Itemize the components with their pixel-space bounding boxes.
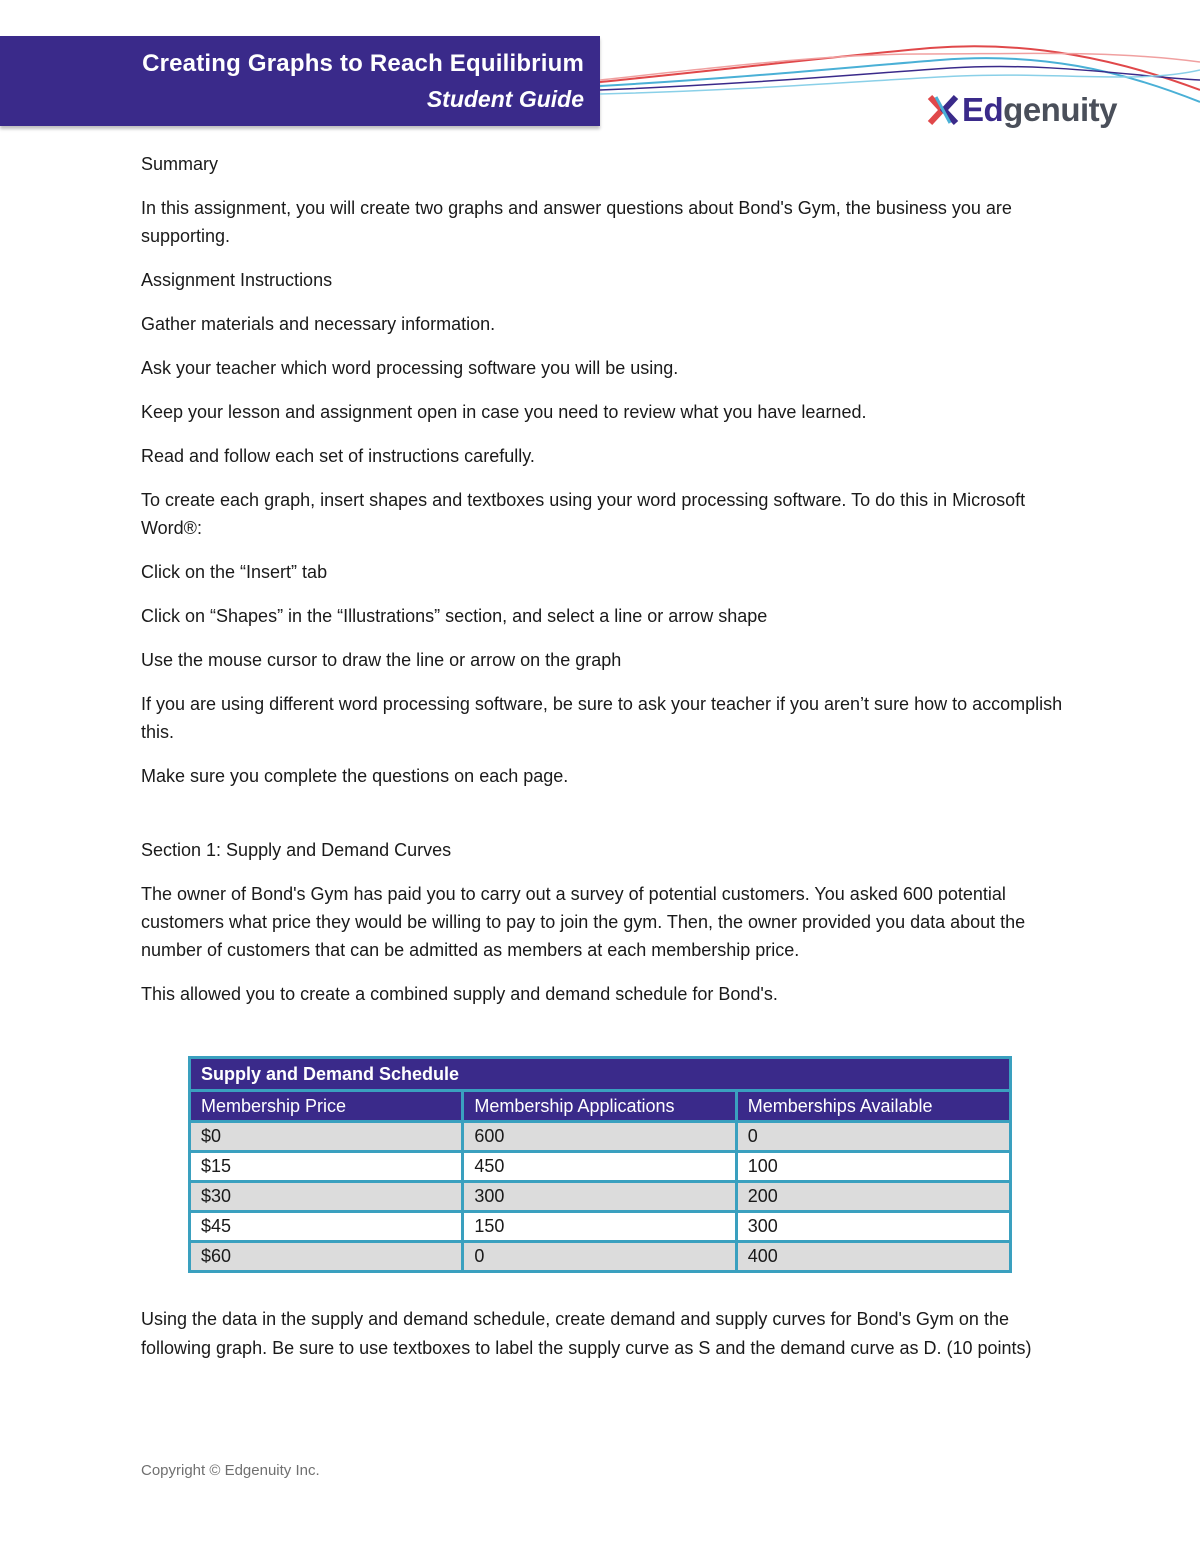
table-row xyxy=(190,1242,1011,1272)
instruction-item: Gather materials and necessary information. xyxy=(141,314,496,334)
table-cell: 100 xyxy=(736,1152,1010,1182)
logo-prefix: Ed xyxy=(962,91,1004,128)
table-cell: 400 xyxy=(736,1242,1010,1272)
instruction-item: To create each graph, insert shapes and textboxes using your word processing software. To do this in Microsoft Word®: xyxy=(141,490,1026,538)
table-cell: $60 xyxy=(190,1242,463,1272)
section-paragraph: This allowed you to create a combined supply and demand schedule for Bond's. xyxy=(141,984,778,1004)
table-title-row xyxy=(190,1058,1011,1091)
instructions-heading: Assignment Instructions xyxy=(141,270,333,290)
table-cell: 0 xyxy=(736,1122,1010,1152)
instruction-item: Keep your lesson and assignment open in case you need to review what you have learned. xyxy=(141,402,867,422)
instruction-item: Use the mouse cursor to draw the line or arrow on the graph xyxy=(141,650,622,670)
table-cell: 300 xyxy=(463,1182,736,1212)
instruction-item: Click on “Shapes” in the “Illustrations” section, and select a line or arrow shape xyxy=(141,606,768,626)
edgenuity-logo xyxy=(926,90,1117,130)
table-header-row xyxy=(190,1091,1011,1122)
table-cell: 300 xyxy=(736,1212,1010,1242)
copyright-footer: Copyright © Edgenuity Inc. xyxy=(141,1462,320,1479)
table-row xyxy=(190,1122,1011,1152)
instruction-item: Make sure you complete the questions on each page. xyxy=(141,766,569,786)
summary-heading: Summary xyxy=(141,154,219,174)
document-title: Creating Graphs to Reach Equilibrium xyxy=(142,50,584,77)
supply-demand-table xyxy=(188,1056,1012,1273)
table-title: Supply and Demand Schedule xyxy=(190,1058,1011,1091)
table-cell: 600 xyxy=(463,1122,736,1152)
table-row xyxy=(190,1212,1011,1242)
logo-wordmark xyxy=(962,91,1117,129)
table-cell: $45 xyxy=(190,1212,463,1242)
table-cell: 0 xyxy=(463,1242,736,1272)
instruction-item: Read and follow each set of instructions carefully. xyxy=(141,446,535,466)
table-cell: 450 xyxy=(463,1152,736,1182)
instruction-item: Click on the “Insert” tab xyxy=(141,562,328,582)
table-row xyxy=(190,1182,1011,1212)
document-subtitle: Student Guide xyxy=(426,86,584,112)
spacer xyxy=(141,806,1071,836)
x-logo-icon xyxy=(926,93,960,127)
table-cell: $0 xyxy=(190,1122,463,1152)
document-body xyxy=(141,150,1071,1024)
instruction-item: Ask your teacher which word processing software you will be using. xyxy=(141,358,679,378)
table-row xyxy=(190,1152,1011,1182)
column-header: Memberships Available xyxy=(736,1091,1010,1122)
instruction-item: If you are using different word processing software, be sure to ask your teacher if you aren’t sure how to accomplish this. xyxy=(141,694,1063,742)
closing-instructions: Using the data in the supply and demand schedule, create demand and supply curves for Bond's Gym on the following graph. Be sure to use textboxes to label the supply curve as S and the demand curve as D. (10 points) xyxy=(141,1309,1032,1358)
section-paragraph: The owner of Bond's Gym has paid you to carry out a survey of potential customers. You asked 600 potential customers what price they would be willing to pay to join the gym. Then, the owner provided you data about the number of customers that can be admitted as members at each membership price. xyxy=(141,884,1026,960)
header-band xyxy=(0,36,600,126)
logo-suffix: genuity xyxy=(1003,91,1118,128)
table-cell: 150 xyxy=(463,1212,736,1242)
table-cell: 200 xyxy=(736,1182,1010,1212)
section-heading: Section 1: Supply and Demand Curves xyxy=(141,840,452,860)
summary-text: In this assignment, you will create two graphs and answer questions about Bond's Gym, the business you are supporting. xyxy=(141,198,1012,246)
table-cell: $30 xyxy=(190,1182,463,1212)
column-header: Membership Price xyxy=(190,1091,463,1122)
table-cell: $15 xyxy=(190,1152,463,1182)
column-header: Membership Applications xyxy=(463,1091,736,1122)
